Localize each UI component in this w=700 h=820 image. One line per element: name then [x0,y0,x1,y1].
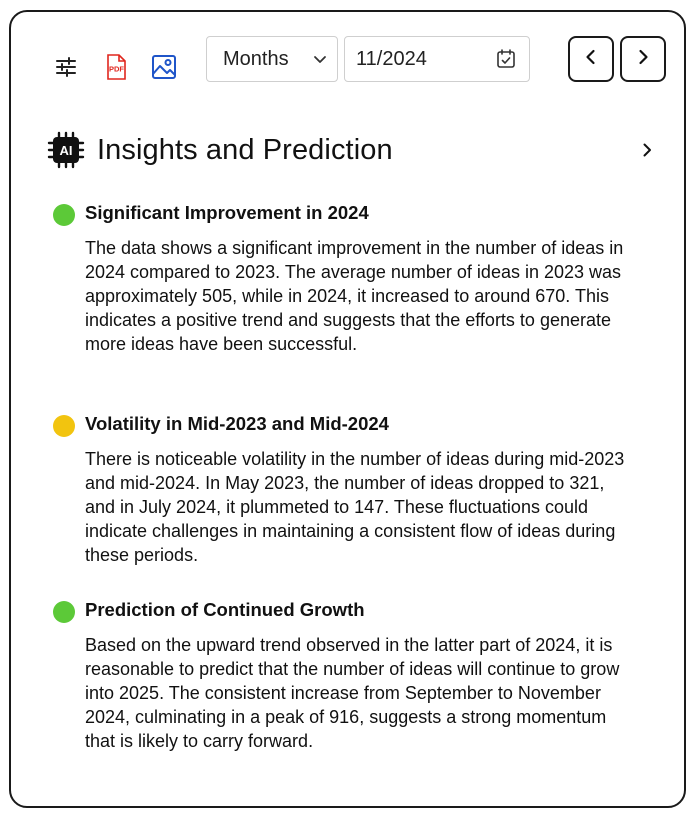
section-title: Insights and Prediction [97,133,393,166]
filter-settings-icon[interactable] [49,50,83,84]
ai-chip-label: AI [59,143,73,158]
image-export-icon[interactable] [147,50,181,84]
insights-card [9,10,686,808]
period-select[interactable] [206,36,338,82]
insight-body: The data shows a significant improvement in the number of ideas in 2024 compared to 2023. The average number of ideas in 2023 was approximately 505, while in 2024, it increased to around 670. This indicates a positive trend and suggests that the efforts to generate more ideas have been successful. [85,238,624,354]
status-dot [53,415,75,437]
status-dot [53,601,75,623]
insight-item [53,413,625,573]
expand-chevron-icon[interactable] [637,140,657,165]
pdf-export-icon[interactable] [99,50,133,84]
insight-title: Volatility in Mid-2023 and Mid-2024 [85,413,389,434]
date-picker-input[interactable] [344,36,530,82]
chevron-right-icon [634,48,652,71]
insight-title: Significant Improvement in 2024 [85,202,369,223]
next-period-button[interactable] [620,36,666,82]
insight-body: Based on the upward trend observed in the latter part of 2024, it is reasonable to predict that the number of ideas will continue to grow into 2025. The consistent increase from September to November 2024, culminating in a peak of 916, suggests a strong momentum that is likely to carry forward. [85,635,620,751]
previous-period-button[interactable] [568,36,614,82]
insight-title: Prediction of Continued Growth [85,599,365,620]
chevron-left-icon [582,48,600,71]
status-dot [53,204,75,226]
chevron-down-icon [311,50,329,74]
section-header [47,130,657,170]
period-value: Months [223,47,289,70]
pdf-icon-label: PDF [109,64,124,74]
ai-chip-icon [47,131,85,169]
toolbar [11,12,684,107]
date-value: 11/2024 [356,47,427,70]
calendar-icon[interactable] [495,48,517,76]
insight-item [53,202,624,382]
insight-item [53,599,620,779]
insight-body: There is noticeable volatility in the number of ideas during mid-2023 and mid-2024. In May 2023, the number of ideas dropped to 321, and in July 2024, it plummeted to 147. These fluctuations could indicate challenges in maintaining a consistent flow of ideas during these periods. [85,449,625,565]
